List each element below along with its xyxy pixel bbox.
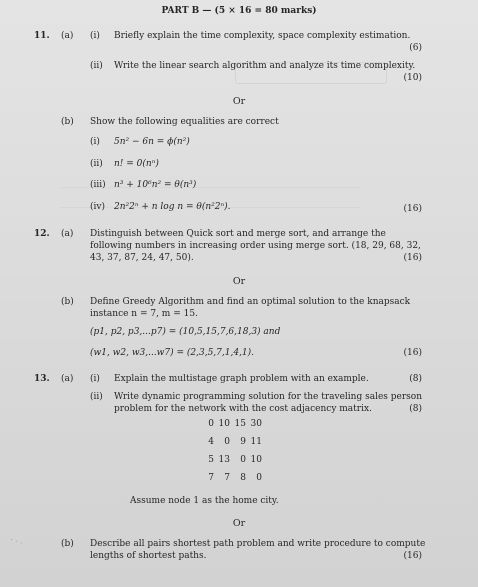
equation-label: (iv): [90, 202, 105, 212]
equation-label: (i): [90, 137, 100, 147]
matrix-cell: 5: [208, 455, 214, 465]
question-number: 13.: [34, 374, 50, 384]
sub-label: (ii): [90, 392, 103, 402]
question-text: Write the linear search algorithm and analyze its time complexity.: [114, 61, 416, 71]
question-text: Briefly explain the time complexity, space complexity estimation.: [114, 31, 411, 41]
matrix-cell: 8: [240, 473, 246, 483]
question-text: Define Greedy Algorithm and find an optimal solution to the knapsack: [90, 297, 411, 307]
question-text: Distinguish between Quick sort and merge sort, and arrange the: [90, 229, 386, 239]
matrix-cell: 7: [224, 473, 230, 483]
matrix-cell: 0: [256, 473, 262, 483]
part-label: (a): [61, 31, 74, 41]
matrix-cell: 4: [208, 437, 214, 447]
question-text: lengths of shortest paths.: [90, 551, 207, 561]
part-label: (b): [61, 297, 74, 307]
question-text: 43, 37, 87, 24, 47, 50).: [90, 253, 194, 263]
equation-label: (ii): [90, 159, 103, 169]
part-label: (b): [61, 117, 74, 127]
marks: (8): [409, 404, 422, 414]
matrix-row: [201, 473, 281, 484]
question-number: 11.: [34, 31, 50, 41]
sub-label: (i): [90, 31, 100, 41]
question-text: Describe all pairs shortest path problem and write procedure to compute: [90, 539, 426, 549]
question-text: following numbers in increasing order using merge sort. (18, 29, 68, 32,: [90, 241, 421, 251]
marks: (8): [409, 374, 422, 384]
knapsack-profits: (p1, p2, p3,...p7) = (10,5,15,7,6,18,3) and: [90, 327, 281, 337]
part-label: (a): [61, 374, 74, 384]
equation: 5n² − 6n = ϕ(n²): [114, 137, 190, 147]
matrix-cell: 10: [250, 455, 262, 465]
question-text: Explain the multistage graph problem with an example.: [114, 374, 369, 384]
part-header: PART B — (5 × 16 = 80 marks): [161, 6, 317, 16]
or-separator: Or: [232, 276, 246, 287]
matrix-cell: 0: [208, 419, 214, 429]
marks: (16): [403, 204, 422, 214]
matrix-row: [201, 437, 281, 448]
part-label: (a): [61, 229, 74, 239]
equation: 2n²2ⁿ + n log n = θ(n²2ⁿ).: [114, 202, 231, 212]
equation: n³ + 10⁶n² = θ(n³): [114, 180, 197, 190]
matrix-cell: 15: [234, 419, 246, 429]
question-text: Write dynamic programming solution for the traveling sales person: [114, 392, 422, 402]
matrix-cell: 13: [218, 455, 230, 465]
equation-label: (iii): [90, 180, 106, 190]
matrix-cell: 0: [240, 455, 246, 465]
marks: (16): [403, 348, 422, 358]
sub-label: (ii): [90, 61, 103, 71]
marks: (6): [409, 43, 422, 53]
matrix-cell: 30: [250, 419, 262, 429]
question-text: problem for the network with the cost adjacency matrix.: [114, 404, 372, 414]
equation: n! = 0(nⁿ): [114, 159, 159, 169]
marks: (16): [403, 551, 422, 561]
smudge-mark: · · ·: [8, 535, 24, 548]
marks: (16): [403, 253, 422, 263]
matrix-row: [201, 455, 281, 466]
question-number: 12.: [34, 229, 50, 239]
matrix-cell: 9: [240, 437, 246, 447]
matrix-cell: 10: [218, 419, 230, 429]
question-text: instance n = 7, m = 15.: [90, 309, 198, 319]
matrix-row: [201, 419, 281, 430]
marks: (10): [403, 73, 422, 83]
home-city-note: Assume node 1 as the home city.: [130, 496, 279, 506]
part-label: (b): [61, 539, 74, 549]
sub-label: (i): [90, 374, 100, 384]
matrix-cell: 11: [250, 437, 262, 447]
or-separator: Or: [232, 96, 246, 107]
question-text: Show the following equalities are correct: [90, 117, 279, 127]
knapsack-weights: (w1, w2, w3,...w7) = (2,3,5,7,1,4,1).: [90, 348, 255, 358]
matrix-cell: 0: [224, 437, 230, 447]
or-separator: Or: [232, 518, 246, 529]
matrix-cell: 7: [208, 473, 214, 483]
